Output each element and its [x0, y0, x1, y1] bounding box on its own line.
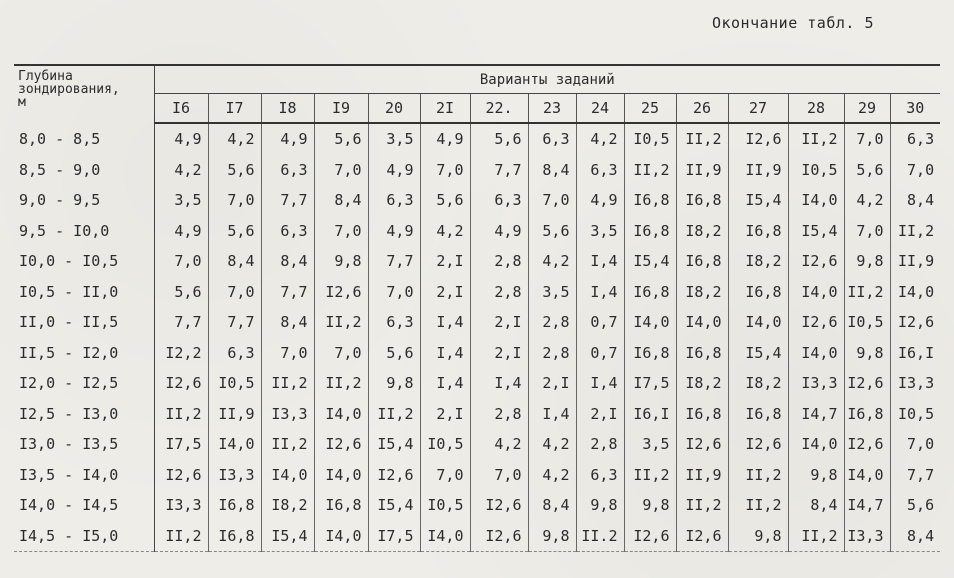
value-cell: 5,6 [368, 338, 420, 369]
depth-range-cell: I4,5 - I5,0 [14, 521, 154, 552]
value-cell: I5,4 [368, 490, 420, 521]
value-cell: I4,0 [314, 521, 368, 552]
value-cell: 9,8 [844, 246, 890, 277]
table-caption: Окончание табл. 5 [711, 14, 874, 32]
value-cell: I4,7 [788, 399, 844, 430]
table-row [14, 460, 940, 491]
value-cell: 2,I [470, 338, 528, 369]
value-cell: I8,2 [676, 216, 728, 247]
value-cell: I0,5 [844, 307, 890, 338]
value-cell: 0,7 [576, 307, 624, 338]
value-cell: I4,0 [314, 399, 368, 430]
value-cell: 2,I [528, 368, 576, 399]
value-cell: 2,I [576, 399, 624, 430]
value-cell: I6,8 [676, 185, 728, 216]
value-cell: 4,9 [368, 216, 420, 247]
table-row [14, 521, 940, 552]
value-cell: II,2 [844, 277, 890, 308]
value-cell: I4,0 [788, 185, 844, 216]
value-cell: 4,9 [576, 185, 624, 216]
value-cell: II,2 [261, 368, 314, 399]
value-cell: I6,8 [208, 521, 261, 552]
variant-column-header: 28 [788, 94, 844, 124]
value-cell: I2,6 [470, 521, 528, 552]
value-cell: 8,4 [788, 490, 844, 521]
table-row [14, 246, 940, 277]
value-cell: 5,6 [420, 185, 470, 216]
variant-column-header: 2I [420, 94, 470, 124]
value-cell: I,4 [420, 368, 470, 399]
value-cell: 8,4 [261, 307, 314, 338]
depth-range-cell: 8,0 - 8,5 [14, 123, 154, 155]
depth-range-cell: 9,0 - 9,5 [14, 185, 154, 216]
value-cell: I4,0 [728, 307, 788, 338]
value-cell: II,2 [314, 307, 368, 338]
value-cell: 9,8 [314, 246, 368, 277]
value-cell: I5,4 [788, 216, 844, 247]
variant-column-header: 20 [368, 94, 420, 124]
value-cell: II,2 [154, 399, 208, 430]
value-cell: I4,0 [788, 429, 844, 460]
value-cell: II,2 [154, 521, 208, 552]
value-cell: 7,0 [261, 338, 314, 369]
variant-column-header: 24 [576, 94, 624, 124]
value-cell: 6,3 [528, 123, 576, 155]
value-cell: 3,5 [154, 185, 208, 216]
value-cell: I2,6 [314, 277, 368, 308]
value-cell: II,9 [676, 155, 728, 186]
value-cell: I,4 [420, 338, 470, 369]
value-cell: I0,5 [788, 155, 844, 186]
value-cell: I2,6 [788, 246, 844, 277]
value-cell: I2,6 [314, 429, 368, 460]
value-cell: 2,I [420, 277, 470, 308]
value-cell: I6,8 [676, 399, 728, 430]
value-cell: 6,3 [208, 338, 261, 369]
value-cell: 7,7 [907, 465, 935, 484]
value-cell: I8,2 [676, 277, 728, 308]
value-cell: I0,5 [208, 368, 261, 399]
value-cell: 7,0 [314, 338, 368, 369]
value-cell: II,2 [676, 490, 728, 521]
value-cell: 7,0 [208, 277, 261, 308]
value-cell: II,2 [261, 429, 314, 460]
value-cell: 5,6 [314, 123, 368, 155]
table-row [14, 123, 940, 155]
value-cell: 7,7 [470, 155, 528, 186]
table-row [14, 185, 940, 216]
value-cell: I2,6 [470, 490, 528, 521]
value-cell: 4,2 [420, 216, 470, 247]
value-cell: 7,0 [420, 155, 470, 186]
table-row [14, 155, 940, 186]
variants-group-header: Варианты заданий [154, 65, 940, 94]
value-cell: I2,6 [154, 460, 208, 491]
value-cell: I7,5 [368, 521, 420, 552]
value-cell: I3,3 [261, 399, 314, 430]
value-cell: 4,2 [576, 123, 624, 155]
table-row [14, 338, 940, 369]
value-cell: 2,8 [576, 429, 624, 460]
value-cell: 7,7 [261, 277, 314, 308]
value-cell: 4,9 [154, 123, 208, 155]
value-cell: 0,7 [576, 338, 624, 369]
value-cell: 7,7 [208, 307, 261, 338]
value-cell: 2,8 [528, 338, 576, 369]
value-cell: 6,3 [261, 216, 314, 247]
value-cell: II,2 [728, 460, 788, 491]
table-row [14, 368, 940, 399]
depth-range-cell: I3,0 - I3,5 [14, 429, 154, 460]
value-cell: I4,0 [788, 277, 844, 308]
value-cell: 2,8 [470, 399, 528, 430]
value-cell: 6,3 [261, 155, 314, 186]
value-cell: 3,5 [576, 216, 624, 247]
value-cell: 7,0 [314, 155, 368, 186]
value-cell: 5,6 [208, 216, 261, 247]
value-cell: I4,0 [314, 460, 368, 491]
value-cell: 6,3 [368, 185, 420, 216]
value-cell: II,2 [728, 490, 788, 521]
value-cell: I7,5 [624, 368, 676, 399]
value-cell: 2,I [470, 307, 528, 338]
value-cell: I,4 [576, 246, 624, 277]
value-cell: I3,3 [154, 490, 208, 521]
depth-header-line-3: м [18, 95, 26, 110]
value-cell: II,2 [788, 123, 844, 155]
variant-column-header: I8 [261, 94, 314, 124]
value-cell: 6,3 [576, 460, 624, 491]
value-cell: I5,4 [624, 246, 676, 277]
value-cell: 6,3 [470, 185, 528, 216]
value-cell: 8,4 [528, 490, 576, 521]
value-cell: I6,8 [728, 399, 788, 430]
value-cell: 6,3 [368, 307, 420, 338]
value-cell: 4,9 [154, 216, 208, 247]
value-cell: 8,4 [261, 246, 314, 277]
value-cell: 2,8 [470, 246, 528, 277]
value-cell: 8,4 [314, 185, 368, 216]
value-cell: I6,I [624, 399, 676, 430]
value-cell: I6,8 [844, 399, 890, 430]
value-cell: 7,0 [208, 185, 261, 216]
value-cell: I8,2 [728, 368, 788, 399]
depth-header-line-1: Глубина [18, 69, 73, 84]
value-cell: 5,6 [208, 155, 261, 186]
value-cell: I5,4 [728, 338, 788, 369]
value-cell: 7,0 [844, 123, 890, 155]
value-cell: I4,0 [898, 282, 935, 301]
value-cell: I6,8 [208, 490, 261, 521]
value-cell: II,9 [898, 252, 935, 271]
value-cell: 9,8 [728, 521, 788, 552]
value-cell: 8,4 [890, 521, 940, 552]
table-row [14, 490, 940, 521]
depth-range-cell: I2,0 - I2,5 [14, 368, 154, 399]
value-cell: I6,8 [314, 490, 368, 521]
value-cell: II,2 [624, 155, 676, 186]
value-cell: I3,3 [208, 460, 261, 491]
value-cell: 5,6 [907, 496, 935, 515]
value-cell: I5,4 [368, 429, 420, 460]
value-cell: I5,4 [728, 185, 788, 216]
value-cell: 3,5 [624, 429, 676, 460]
depth-range-cell: II,0 - II,5 [14, 307, 154, 338]
depth-range-cell: II,5 - I2,0 [14, 338, 154, 369]
value-cell: 7,0 [368, 277, 420, 308]
value-cell: 3,5 [368, 123, 420, 155]
value-cell: I,4 [576, 277, 624, 308]
value-cell: 7,7 [154, 307, 208, 338]
variant-column-header: 25 [624, 94, 676, 124]
value-cell: I4,0 [208, 429, 261, 460]
value-cell: 4,2 [470, 429, 528, 460]
value-cell: 4,2 [154, 155, 208, 186]
value-cell: 8,4 [907, 191, 935, 210]
value-cell: I3,3 [788, 368, 844, 399]
value-cell: I4,0 [261, 460, 314, 491]
value-cell: 7,7 [261, 185, 314, 216]
value-cell: 7,0 [470, 460, 528, 491]
variant-column-header: I6 [154, 94, 208, 124]
depth-range-cell: I0,5 - II,0 [14, 277, 154, 308]
value-cell: II,9 [676, 460, 728, 491]
value-cell: I0,5 [898, 404, 935, 423]
value-cell: I2,6 [844, 368, 890, 399]
value-cell: 4,9 [368, 155, 420, 186]
value-cell: I2,6 [728, 123, 788, 155]
value-cell: I,4 [470, 368, 528, 399]
depth-column-header [14, 65, 154, 123]
value-cell: I5,4 [261, 521, 314, 552]
value-cell: 9,8 [788, 460, 844, 491]
value-cell: I6,8 [624, 185, 676, 216]
value-cell: I4,0 [844, 460, 890, 491]
value-cell: 9,8 [368, 368, 420, 399]
value-cell: 4,2 [844, 185, 890, 216]
value-cell: 7,0 [420, 460, 470, 491]
value-cell: 2,8 [528, 307, 576, 338]
value-cell: I6,8 [676, 246, 728, 277]
value-cell: II,9 [208, 399, 261, 430]
depth-range-cell: I0,0 - I0,5 [14, 246, 154, 277]
value-cell: 4,9 [470, 216, 528, 247]
value-cell: I8,2 [728, 246, 788, 277]
variant-column-header: 30 [890, 94, 940, 124]
value-cell: 8,4 [208, 246, 261, 277]
value-cell: 5,6 [528, 216, 576, 247]
value-cell: I6,8 [624, 216, 676, 247]
value-cell: 2,8 [470, 277, 528, 308]
value-cell: 7,0 [154, 246, 208, 277]
value-cell: I6,I [898, 343, 935, 362]
value-cell: I6,8 [624, 338, 676, 369]
value-cell: I7,5 [154, 429, 208, 460]
value-cell: I3,3 [898, 374, 935, 393]
depth-range-cell: I4,0 - I4,5 [14, 490, 154, 521]
value-cell: II,2 [368, 399, 420, 430]
value-cell: II,2 [624, 460, 676, 491]
table-row [14, 277, 940, 308]
value-cell: 9,8 [844, 338, 890, 369]
value-cell: I4,0 [788, 338, 844, 369]
value-cell: I6,8 [624, 277, 676, 308]
depth-range-cell: 8,5 - 9,0 [14, 155, 154, 186]
value-cell: II,2 [314, 368, 368, 399]
variant-column-header: I7 [208, 94, 261, 124]
value-cell: II,9 [728, 155, 788, 186]
value-cell: II,2 [898, 221, 935, 240]
value-cell: 2,I [420, 246, 470, 277]
value-cell: I0,5 [624, 123, 676, 155]
depth-range-cell: I3,5 - I4,0 [14, 460, 154, 491]
table-row [14, 307, 940, 338]
value-cell: I8,2 [261, 490, 314, 521]
variant-column-header: 26 [676, 94, 728, 124]
value-cell: 4,9 [420, 123, 470, 155]
value-cell: 7,7 [368, 246, 420, 277]
variant-column-header: 23 [528, 94, 576, 124]
table-row [14, 429, 940, 460]
value-cell: 5,6 [470, 123, 528, 155]
value-cell: II,2 [676, 123, 728, 155]
value-cell: I4,0 [420, 521, 470, 552]
variant-column-header: 22. [470, 94, 528, 124]
value-cell: I6,8 [676, 338, 728, 369]
value-cell: I2,6 [844, 429, 890, 460]
variant-column-header: 27 [728, 94, 788, 124]
value-cell: 4,2 [528, 460, 576, 491]
table-row [14, 216, 940, 247]
value-cell: I2,6 [676, 429, 728, 460]
value-cell: 9,8 [528, 521, 576, 552]
value-cell: 5,6 [844, 155, 890, 186]
value-cell: 7,0 [907, 435, 935, 454]
value-cell: I6,8 [728, 216, 788, 247]
value-cell: 4,9 [261, 123, 314, 155]
depth-range-cell: I2,5 - I3,0 [14, 399, 154, 430]
value-cell: I4,0 [676, 307, 728, 338]
value-cell: I2,6 [154, 368, 208, 399]
table-body [14, 123, 940, 552]
value-cell: 6,3 [907, 130, 935, 149]
value-cell: I2,6 [898, 313, 935, 332]
value-cell: I3,3 [844, 521, 890, 552]
variants-table [14, 64, 940, 552]
value-cell: II,2 [788, 521, 844, 552]
value-cell: 8,4 [528, 155, 576, 186]
value-cell: I,4 [576, 368, 624, 399]
depth-header-line-2: зондирования, [18, 82, 120, 97]
value-cell: I2,2 [154, 338, 208, 369]
value-cell: 7,0 [528, 185, 576, 216]
value-cell: I2,6 [676, 521, 728, 552]
table-row [14, 399, 940, 430]
value-cell: 5,6 [154, 277, 208, 308]
value-cell: 7,0 [907, 160, 935, 179]
value-cell: 4,2 [528, 429, 576, 460]
value-cell: I4,7 [844, 490, 890, 521]
value-cell: 9,8 [624, 490, 676, 521]
value-cell: I0,5 [420, 490, 470, 521]
value-cell: 4,2 [208, 123, 261, 155]
value-cell: 6,3 [576, 155, 624, 186]
value-cell: 2,I [420, 399, 470, 430]
value-cell: I,4 [528, 399, 576, 430]
value-cell: I,4 [420, 307, 470, 338]
value-cell: I4,0 [624, 307, 676, 338]
value-cell: I2,6 [368, 460, 420, 491]
variant-column-header: I9 [314, 94, 368, 124]
value-cell: II.2 [576, 521, 624, 552]
depth-range-cell: 9,5 - I0,0 [14, 216, 154, 247]
variant-column-header: 29 [844, 94, 890, 124]
value-cell: I0,5 [420, 429, 470, 460]
value-cell: 9,8 [576, 490, 624, 521]
value-cell: I2,6 [624, 521, 676, 552]
value-cell: 3,5 [528, 277, 576, 308]
value-cell: 7,0 [844, 216, 890, 247]
value-cell: I2,6 [788, 307, 844, 338]
value-cell: 7,0 [314, 216, 368, 247]
value-cell: I8,2 [676, 368, 728, 399]
value-cell: 4,2 [528, 246, 576, 277]
value-cell: I2,6 [728, 429, 788, 460]
value-cell: I6,8 [728, 277, 788, 308]
